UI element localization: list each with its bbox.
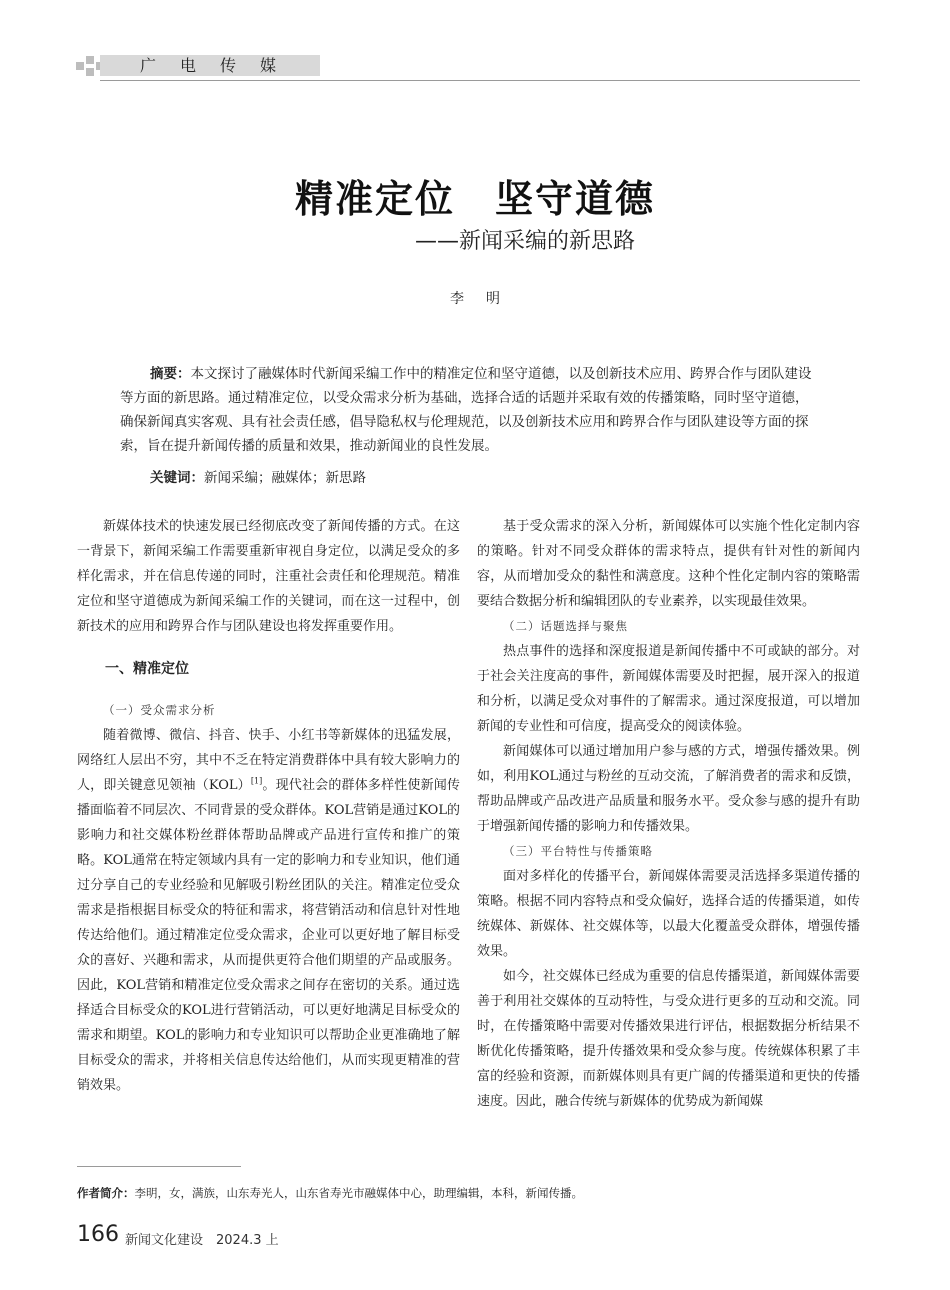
intro-paragraph: 新媒体技术的快速发展已经彻底改变了新闻传播的方式。在这一背景下，新闻采编工作需要重新审视自身定位，以满足受众的多样化需求，并在信息传递的同时，注重社会责任和伦理规范。精准定位和坚守道德成为新闻采编工作的关键词，而在这一过程中，创新技术的应用和跨界合作与团队建设也将发挥重要作用。 [77, 519, 460, 634]
citation-ref: [1] [250, 776, 263, 786]
decorative-block [86, 68, 94, 76]
page-header [0, 0, 950, 100]
section-heading: 一、精准定位 [105, 661, 189, 677]
subsection-heading: （三）平台特性与传播策略 [503, 844, 653, 858]
page-number: 166 [77, 1222, 119, 1247]
abstract-label: 摘要： [150, 366, 191, 382]
abstract-text: 本文探讨了融媒体时代新闻采编工作中的精准定位和坚守道德，以及创新技术应用、跨界合作与团队建设等方面的新思路。通过精准定位，以受众需求分析为基础，选择合适的话题并采取有效的传播策略，同时坚守道德，确保新闻真实客观、具有社会责任感，倡导隐私权与伦理规范，以及创新技术应用和跨界合作与团队建设等方面的探索，旨在提升新闻传播的质量和效果，推动新闻业的良性发展。 [120, 366, 812, 454]
header-rule [100, 80, 860, 81]
article-subtitle: ——新闻采编的新思路 [414, 229, 635, 254]
article-title: 精准定位 坚守道德 [294, 177, 655, 221]
paragraph-text: 随着微博、微信、抖音、快手、小红书等新媒体的迅猛发展，网络红人层出不穷，其中不乏在特定消费群体中具有较大影响力的人，即关键意见领袖（KOL） [77, 728, 460, 793]
subsection-heading: （一）受众需求分析 [103, 703, 216, 717]
body-paragraph [77, 723, 460, 1098]
footnote-text: 李明，女，满族，山东寿光人，山东省寿光市融媒体中心，助理编辑，本科，新闻传播。 [134, 1186, 583, 1200]
subsection-heading: （二）话题选择与聚焦 [503, 619, 628, 633]
footnote-label: 作者简介： [77, 1186, 135, 1200]
paragraph-text: 。现代社会的群体多样性使新闻传播面临着不同层次、不同背景的受众群体。KOL营销是通过KOL的影响力和社交媒体粉丝群体帮助品牌或产品进行宣传和推广的策略。KOL通常在特定领域内具有一定的影响力和专业知识，他们通过分享自己的专业经验和见解吸引粉丝团队的关注。精准定位受众需求是指根据目标受众的特征和需求，将营销活动和信息针对性地传达给他们。通过精准定位受众需求，企业可以更好地了解目标受众的喜好、兴趣和需求，从而提供更符合他们期望的产品或服务。因此，KOL营销和精准定位受众需求之间存在密切的关系。通过选择适合目标受众的KOL进行营销活动，可以更好地满足目标受众的需求和期望。KOL的影响力和专业知识可以帮助企业更准确地了解目标受众的需求，并将相关信息传达给他们，从而实现更精准的营销效果。 [77, 778, 460, 1093]
author-footnote [77, 1184, 583, 1202]
keywords-label: 关键词： [150, 470, 204, 486]
section-label: 广电传媒 [140, 56, 301, 75]
body-paragraph: 热点事件的选择和深度报道是新闻传播中不可或缺的部分。对于社会关注度高的事件，新闻媒体需要及时把握，展开深入的报道和分析，以满足受众对事件的了解需求。通过深度报道，可以增加新闻的专业性和可信度，提高受众的阅读体验。 [477, 644, 860, 734]
keywords [150, 466, 366, 490]
right-column [477, 514, 860, 1114]
article-author: 李明 [450, 291, 522, 307]
abstract [120, 362, 820, 458]
left-column [77, 514, 460, 1098]
decorative-block [86, 56, 94, 64]
keywords-text: 新闻采编；融媒体；新思路 [204, 470, 366, 486]
body-paragraph: 如今，社交媒体已经成为重要的信息传播渠道，新闻媒体需要善于利用社交媒体的互动特性，与受众进行更多的互动和交流。同时，在传播策略中需要对传播效果进行评估，根据数据分析结果不断优化传播策略，提升传播效果和受众参与度。传统媒体积累了丰富的经验和资源，而新媒体则具有更广阔的传播渠道和更快的传播速度。因此，融合传统与新媒体的优势成为新闻媒 [477, 969, 860, 1109]
body-paragraph: 面对多样化的传播平台，新闻媒体需要灵活选择多渠道传播的策略。根据不同内容特点和受众偏好，选择合适的传播渠道，如传统媒体、新媒体、社交媒体等，以最大化覆盖受众群体，增强传播效果。 [477, 869, 860, 959]
body-paragraph: 新闻媒体可以通过增加用户参与感的方式，增强传播效果。例如，利用KOL通过与粉丝的互动交流，了解消费者的需求和反馈，帮助品牌或产品改进产品质量和服务水平。受众参与感的提升有助于增强新闻传播的影响力和传播效果。 [477, 744, 860, 834]
decorative-block [76, 62, 84, 70]
body-paragraph: 基于受众需求的深入分析，新闻媒体可以实施个性化定制内容的策略。针对不同受众群体的需求特点，提供有针对性的新闻内容，从而增加受众的黏性和满意度。这种个性化定制内容的策略需要结合数据分析和编辑团队的专业素养，以实现最佳效果。 [477, 519, 860, 609]
footnote-rule [77, 1166, 241, 1167]
journal-info: 新闻文化建设 2024.3 上 [125, 1233, 279, 1248]
